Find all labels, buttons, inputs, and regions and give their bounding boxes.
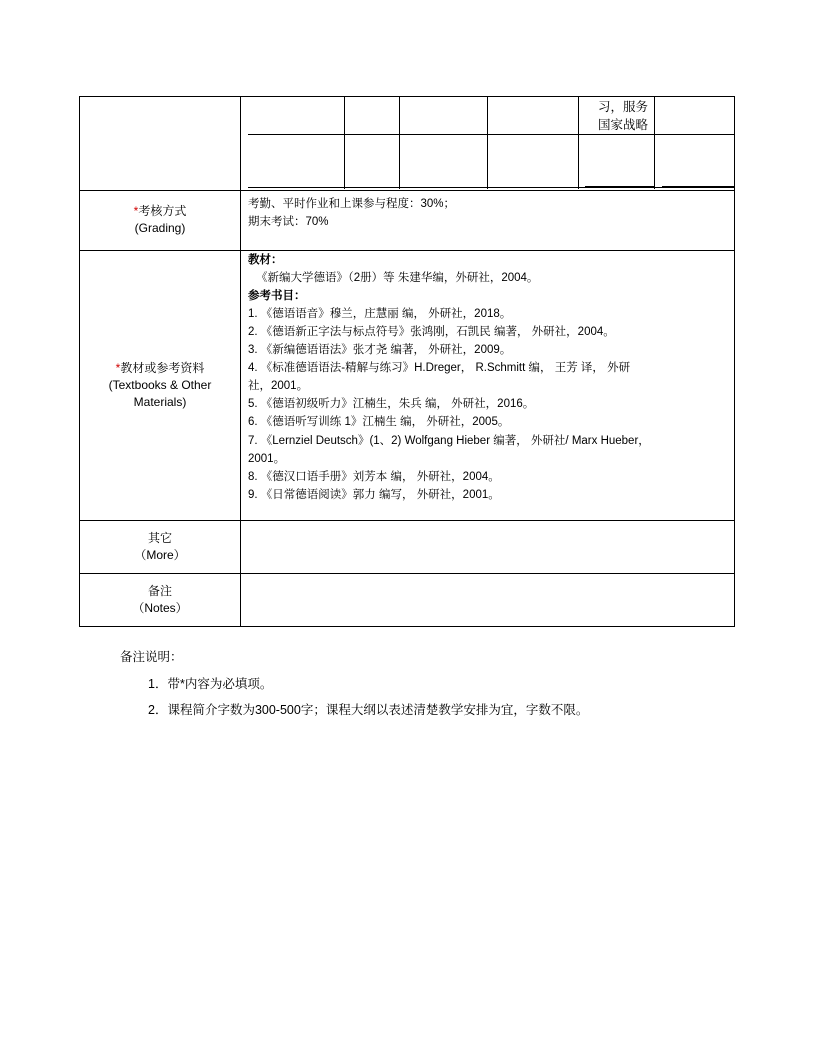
fragment-text-line2: 国家战略 [598, 118, 649, 132]
footnote-heading: 备注说明： [120, 650, 183, 664]
grading-label-cn: 考核方式 [138, 204, 187, 218]
required-mark: * [115, 361, 121, 375]
materials-label-en-2: Materials) [133, 395, 187, 409]
inner-grid-mid-line [248, 134, 734, 135]
inner-col-4 [578, 96, 579, 189]
ref-item: 1. 《德语语音》穆兰，庄慧丽 编， 外研社，2018。 [248, 308, 512, 320]
inner-col-5 [654, 96, 655, 189]
ref-item: 7. 《Lernziel Deutsch》(1、2) Wolfgang Hieber 编著， 外研社/ Marx Hueber， [248, 435, 650, 447]
notes-label-en: （Notes） [132, 601, 188, 615]
ref-item: 2. 《德语新正字法与标点符号》张鸿刚，石凯民 编著， 外研社，2004。 [248, 326, 615, 338]
more-label-en: （More） [134, 548, 186, 562]
label-column-divider [240, 96, 241, 627]
ref-item: 8. 《德汉口语手册》刘芳本 编， 外研社，2004。 [248, 471, 500, 483]
more-label [80, 530, 240, 564]
inner-col-1 [344, 96, 345, 189]
materials-label-en-1: (Textbooks & Other [108, 378, 212, 392]
row-divider-materials [79, 250, 735, 251]
grading-label [80, 203, 240, 237]
inner-grid-bottom-line [248, 187, 734, 188]
inner-grid-under-fragment [585, 186, 655, 187]
textbook-entry: 《新编大学德语》（2册）等 朱建华编，外研社，2004。 [256, 272, 539, 284]
table-right-border [734, 96, 735, 627]
footnote-item: 2．课程简介字数为300-500字；课程大纲以表述清楚教学安排为宜，字数不限。 [148, 703, 589, 717]
inner-col-2 [399, 96, 400, 189]
textbook-heading: 教材： [248, 254, 283, 266]
more-label-cn: 其它 [147, 531, 172, 545]
materials-label [80, 360, 240, 411]
ref-item: 社，2001。 [248, 380, 309, 392]
inner-grid-under-last [662, 186, 734, 187]
notes-label-cn: 备注 [147, 584, 172, 598]
ref-item: 5. 《德语初级听力》江楠生，朱兵 编， 外研社，2016。 [248, 398, 535, 410]
grading-label-en: (Grading) [134, 221, 186, 235]
required-mark: * [133, 204, 139, 218]
ref-item: 3. 《新编德语语法》张才尧 编著， 外研社，2009。 [248, 344, 512, 356]
ref-item: 4. 《标准德语语法-精解与练习》H.Dreger， R.Schmitt 编， 王芳 译， 外研 [248, 362, 631, 374]
row-divider-notes [79, 573, 735, 574]
materials-label-cn: 教材或参考资料 [120, 361, 205, 375]
row-divider-grading [79, 190, 735, 191]
grading-line-2: 期末考试：70% [248, 216, 329, 228]
row-divider-more [79, 520, 735, 521]
ref-item: 6. 《德语听写训练 1》江楠生 编， 外研社，2005。 [248, 416, 510, 428]
table-bottom-border [79, 626, 735, 627]
ref-item: 2001。 [248, 453, 286, 465]
inner-col-3 [487, 96, 488, 189]
footnote-item: 1．带*内容为必填项。 [148, 677, 273, 691]
grading-line-1: 考勤、平时作业和上课参与程度：30%； [248, 198, 456, 210]
notes-label [80, 583, 240, 617]
ref-item: 9. 《日常德语阅读》郭力 编写， 外研社，2001。 [248, 489, 500, 501]
refs-heading: 参考书目： [248, 290, 306, 302]
inner-grid-fragment-top [585, 96, 655, 97]
fragment-text-line1: 习，服务 [598, 100, 649, 114]
